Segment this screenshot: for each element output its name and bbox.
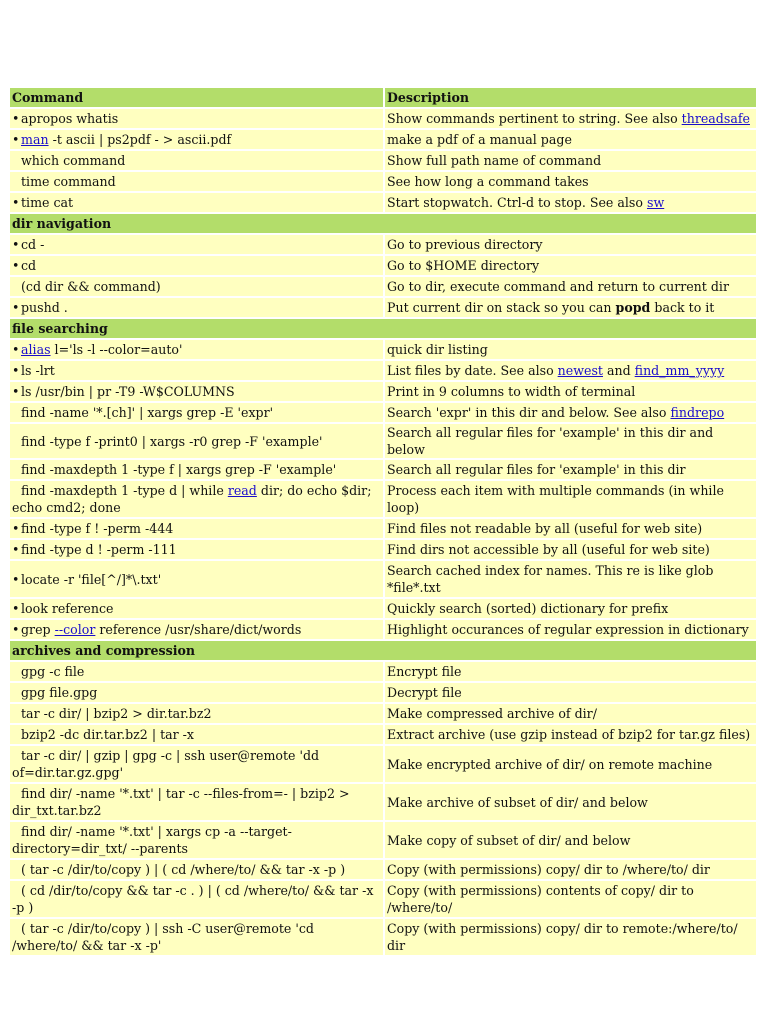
cell-text: Copy (with permissions) copy/ dir to remote:/where/to/ dir bbox=[387, 921, 738, 953]
cell-text: time cat bbox=[21, 195, 74, 210]
table-row bbox=[10, 235, 756, 254]
description-cell bbox=[385, 130, 756, 149]
command-cell bbox=[10, 481, 383, 517]
table-row bbox=[10, 561, 756, 597]
table-row bbox=[10, 860, 756, 879]
cell-text: Make compressed archive of dir/ bbox=[387, 706, 597, 721]
cell-text: Search cached index for names. This re is like glob *file*.txt bbox=[387, 563, 714, 595]
cell-text: l='ls -l --color=auto' bbox=[50, 342, 183, 357]
table-row bbox=[10, 256, 756, 275]
description-cell bbox=[385, 561, 756, 597]
command-cell bbox=[10, 361, 383, 380]
command-cell bbox=[10, 704, 383, 723]
cell-text: Copy (with permissions) copy/ dir to /where/to/ dir bbox=[387, 862, 710, 877]
cell-text: make a pdf of a manual page bbox=[387, 132, 572, 147]
cell-text: gpg -c file bbox=[21, 664, 85, 679]
cell-text: Search all regular files for 'example' in this dir bbox=[387, 462, 686, 477]
cell-text: Start stopwatch. Ctrl-d to stop. See also bbox=[387, 195, 647, 210]
cell-text: find -type d ! -perm -111 bbox=[21, 542, 177, 557]
description-cell bbox=[385, 424, 756, 458]
command-reference-table bbox=[8, 86, 758, 957]
cell-text: Make archive of subset of dir/ and below bbox=[387, 794, 648, 810]
table-row bbox=[10, 340, 756, 359]
command-cell bbox=[10, 540, 383, 559]
description-cell bbox=[385, 340, 756, 359]
table-row bbox=[10, 784, 756, 820]
command-cell bbox=[10, 746, 383, 782]
cell-text: reference /usr/share/dict/words bbox=[95, 622, 302, 637]
description-cell bbox=[385, 403, 756, 422]
description-cell bbox=[385, 725, 756, 744]
cell-text: find dir/ -name '*.txt' | xargs cp -a --target-directory=dir_txt/ --parents bbox=[12, 824, 292, 856]
command-cell bbox=[10, 460, 383, 479]
cell-text: (cd dir && command) bbox=[21, 279, 161, 294]
table-row bbox=[10, 519, 756, 538]
table-row bbox=[10, 540, 756, 559]
command-cell bbox=[10, 599, 383, 618]
cell-text: Go to $HOME directory bbox=[387, 258, 540, 273]
bullet-icon: • bbox=[12, 601, 20, 616]
cell-text: Find files not readable by all (useful for web site) bbox=[387, 521, 703, 536]
cell-text: List files by date. See also bbox=[387, 363, 558, 378]
command-cell bbox=[10, 662, 383, 681]
description-cell bbox=[385, 382, 756, 401]
command-cell bbox=[10, 784, 383, 820]
cell-text: bzip2 -dc dir.tar.bz2 | tar -x bbox=[21, 727, 195, 742]
command-cell bbox=[10, 881, 383, 917]
description-cell bbox=[385, 822, 756, 858]
description-cell bbox=[385, 784, 756, 820]
description-cell bbox=[385, 460, 756, 479]
table-row bbox=[10, 277, 756, 296]
cell-text: find -type f -print0 | xargs -r0 grep -F 'example' bbox=[21, 433, 323, 449]
command-cell bbox=[10, 235, 383, 254]
cell-text: find -maxdepth 1 -type f | xargs grep -F 'example' bbox=[21, 462, 337, 477]
section-header-row bbox=[10, 319, 756, 338]
cell-text: -t ascii | ps2pdf - > ascii.pdf bbox=[48, 132, 232, 147]
description-cell bbox=[385, 172, 756, 191]
command-cell bbox=[10, 382, 383, 401]
description-cell bbox=[385, 620, 756, 639]
table-row bbox=[10, 725, 756, 744]
command-cell bbox=[10, 277, 383, 296]
cell-text: ( tar -c /dir/to/copy ) | ssh -C user@remote 'cd /where/to/ && tar -x -p' bbox=[12, 921, 314, 953]
command-cell bbox=[10, 298, 383, 317]
table-row bbox=[10, 424, 756, 458]
table-body bbox=[10, 88, 756, 955]
cell-text: cd bbox=[21, 258, 37, 273]
table-row bbox=[10, 599, 756, 618]
description-cell bbox=[385, 481, 756, 517]
command-cell bbox=[10, 919, 383, 955]
table-row bbox=[10, 881, 756, 917]
cell-text: ( cd /dir/to/copy && tar -c . ) | ( cd /where/to/ && tar -x -p ) bbox=[12, 883, 374, 915]
header-command: Command bbox=[10, 88, 383, 107]
section-header-row bbox=[10, 214, 756, 233]
command-cell bbox=[10, 193, 383, 212]
bullet-icon: • bbox=[12, 384, 20, 399]
bullet-icon: • bbox=[12, 237, 20, 252]
table-row bbox=[10, 481, 756, 517]
cell-text: which command bbox=[21, 153, 126, 168]
table-row bbox=[10, 130, 756, 149]
reference-link[interactable]: read bbox=[227, 483, 257, 498]
command-cell bbox=[10, 340, 383, 359]
cell-text: Show full path name of command bbox=[387, 153, 602, 168]
bold-text: popd bbox=[615, 300, 651, 315]
cell-text: find dir/ -name '*.txt' | tar -c --files-from=- | bzip2 > dir_txt.tar.bz2 bbox=[12, 786, 350, 818]
command-cell bbox=[10, 860, 383, 879]
table-row bbox=[10, 704, 756, 723]
bullet-icon: • bbox=[12, 300, 20, 315]
table-row bbox=[10, 822, 756, 858]
description-cell bbox=[385, 193, 756, 212]
table-row bbox=[10, 298, 756, 317]
reference-link[interactable]: sw bbox=[646, 195, 665, 210]
cell-text: back to it bbox=[650, 300, 715, 315]
cell-text: Search 'expr' in this dir and below. See also bbox=[387, 405, 671, 420]
section-title: archives and compression bbox=[10, 641, 756, 660]
table-row bbox=[10, 403, 756, 422]
command-cell bbox=[10, 424, 383, 458]
description-cell bbox=[385, 151, 756, 170]
command-cell bbox=[10, 519, 383, 538]
bullet-icon: • bbox=[12, 132, 20, 147]
command-cell bbox=[10, 256, 383, 275]
reference-link[interactable]: find_mm_yyyy bbox=[634, 363, 725, 378]
cell-text: ls /usr/bin | pr -T9 -W$COLUMNS bbox=[21, 384, 235, 399]
cell-text: apropos whatis bbox=[21, 111, 119, 126]
cell-text: Extract archive (use gzip instead of bzip2 for tar.gz files) bbox=[387, 727, 751, 742]
cell-text: Copy (with permissions) contents of copy/ dir to /where/to/ bbox=[387, 883, 694, 915]
bullet-icon: • bbox=[12, 195, 20, 210]
cell-text: locate -r 'file[^/]*\.txt' bbox=[21, 571, 162, 587]
table-row bbox=[10, 662, 756, 681]
bullet-icon: • bbox=[12, 111, 20, 126]
bullet-icon: • bbox=[12, 363, 20, 378]
cell-text: Decrypt file bbox=[387, 685, 462, 700]
table-row bbox=[10, 361, 756, 380]
description-cell bbox=[385, 881, 756, 917]
description-cell bbox=[385, 109, 756, 128]
table-row bbox=[10, 746, 756, 782]
table-row bbox=[10, 683, 756, 702]
cell-text: Put current dir on stack so you can bbox=[387, 300, 616, 315]
reference-link[interactable]: findrepo bbox=[670, 405, 725, 420]
section-title: dir navigation bbox=[10, 214, 756, 233]
description-cell bbox=[385, 519, 756, 538]
cell-text: grep bbox=[21, 622, 55, 637]
header-description: Description bbox=[385, 88, 756, 107]
table-row bbox=[10, 151, 756, 170]
cell-text: See how long a command takes bbox=[387, 174, 589, 189]
description-cell bbox=[385, 746, 756, 782]
cell-text: quick dir listing bbox=[387, 342, 488, 357]
description-cell bbox=[385, 662, 756, 681]
table-row bbox=[10, 919, 756, 955]
command-cell bbox=[10, 822, 383, 858]
cell-text: cd - bbox=[21, 237, 45, 252]
description-cell bbox=[385, 361, 756, 380]
cell-text: Process each item with multiple commands (in while loop) bbox=[387, 483, 724, 515]
command-cell bbox=[10, 620, 383, 639]
cell-text: Print in 9 columns to width of terminal bbox=[387, 384, 636, 399]
description-cell bbox=[385, 256, 756, 275]
cell-text: tar -c dir/ | bzip2 > dir.tar.bz2 bbox=[21, 706, 212, 721]
table-row bbox=[10, 172, 756, 191]
command-cell bbox=[10, 151, 383, 170]
description-cell bbox=[385, 235, 756, 254]
table-row bbox=[10, 382, 756, 401]
table-row bbox=[10, 620, 756, 639]
command-cell bbox=[10, 109, 383, 128]
description-cell bbox=[385, 919, 756, 955]
cell-text: look reference bbox=[21, 601, 114, 616]
cell-text: time command bbox=[21, 174, 116, 189]
cell-text: Highlight occurances of regular expression in dictionary bbox=[387, 622, 749, 637]
table-header-row bbox=[10, 88, 756, 107]
command-cell bbox=[10, 683, 383, 702]
cell-text: find -type f ! -perm -444 bbox=[21, 521, 174, 536]
cell-text: Make copy of subset of dir/ and below bbox=[387, 832, 631, 848]
cell-text: Go to dir, execute command and return to current dir bbox=[387, 279, 729, 294]
cell-text: ( tar -c /dir/to/copy ) | ( cd /where/to/ && tar -x -p ) bbox=[21, 862, 346, 877]
reference-link[interactable]: --color bbox=[54, 622, 96, 637]
table-row bbox=[10, 193, 756, 212]
cell-text: and bbox=[602, 363, 635, 378]
reference-link[interactable]: newest bbox=[557, 363, 603, 378]
section-header-row bbox=[10, 641, 756, 660]
table-row bbox=[10, 460, 756, 479]
bullet-icon: • bbox=[12, 622, 20, 637]
cell-text: Quickly search (sorted) dictionary for prefix bbox=[387, 601, 669, 616]
section-title: file searching bbox=[10, 319, 756, 338]
bullet-icon: • bbox=[12, 258, 20, 273]
description-cell bbox=[385, 599, 756, 618]
description-cell bbox=[385, 277, 756, 296]
bullet-icon: • bbox=[12, 342, 20, 357]
command-cell bbox=[10, 172, 383, 191]
description-cell bbox=[385, 683, 756, 702]
command-cell bbox=[10, 561, 383, 597]
cell-text: ls -lrt bbox=[21, 363, 55, 378]
cell-text: find -name '*.[ch]' | xargs grep -E 'expr' bbox=[21, 405, 274, 420]
cell-text: Make encrypted archive of dir/ on remote machine bbox=[387, 756, 713, 772]
reference-link[interactable]: threadsafe bbox=[681, 111, 750, 126]
command-cell bbox=[10, 725, 383, 744]
bullet-icon: • bbox=[12, 521, 20, 536]
command-cell bbox=[10, 403, 383, 422]
description-cell bbox=[385, 704, 756, 723]
bullet-icon: • bbox=[12, 542, 20, 557]
reference-link[interactable]: man bbox=[21, 132, 49, 147]
description-cell bbox=[385, 298, 756, 317]
bullet-icon: • bbox=[12, 571, 20, 587]
cell-text: find -maxdepth 1 -type d | while bbox=[21, 483, 228, 498]
cell-text: Search all regular files for 'example' in this dir and below bbox=[387, 425, 714, 457]
cell-text: tar -c dir/ | gzip | gpg -c | ssh user@remote 'dd of=dir.tar.gz.gpg' bbox=[12, 748, 320, 780]
reference-link[interactable]: alias bbox=[21, 342, 51, 357]
cell-text: Encrypt file bbox=[387, 664, 462, 679]
description-cell bbox=[385, 540, 756, 559]
cell-text: Show commands pertinent to string. See also bbox=[387, 111, 682, 126]
cell-text: pushd . bbox=[21, 300, 68, 315]
cell-text: dir; do echo $dir; echo cmd2; done bbox=[12, 483, 372, 515]
cell-text: gpg file.gpg bbox=[21, 685, 98, 700]
table-row bbox=[10, 109, 756, 128]
description-cell bbox=[385, 860, 756, 879]
cell-text: Go to previous directory bbox=[387, 237, 543, 252]
command-cell bbox=[10, 130, 383, 149]
cell-text: Find dirs not accessible by all (useful for web site) bbox=[387, 542, 710, 557]
